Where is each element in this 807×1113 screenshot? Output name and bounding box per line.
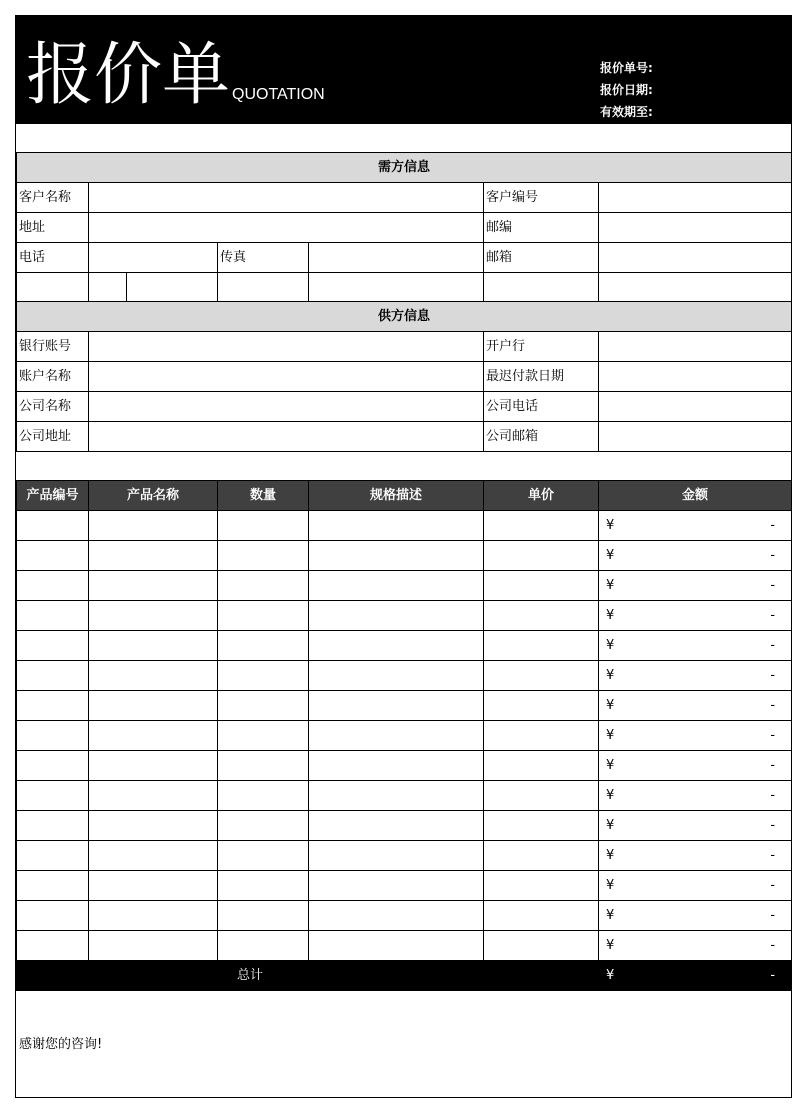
amount-currency: ¥: [606, 548, 615, 563]
amount-cell[interactable]: [599, 631, 792, 661]
product-code-cell[interactable]: [17, 871, 89, 901]
amount-value: -: [770, 878, 776, 893]
spec-cell[interactable]: [309, 781, 484, 811]
spec-cell[interactable]: [309, 691, 484, 721]
quotation-table: [16, 123, 792, 991]
amount-currency: ¥: [606, 638, 615, 653]
table-row: [17, 841, 792, 871]
items-header-row: [17, 481, 792, 511]
unit-price-cell[interactable]: [484, 541, 599, 571]
bank-account-label: 银行账号: [17, 332, 89, 362]
unit-price-cell[interactable]: [484, 871, 599, 901]
product-code-cell[interactable]: [17, 931, 89, 961]
postcode-label: 邮编: [484, 213, 599, 243]
amount-value: -: [770, 698, 776, 713]
amount-cell[interactable]: [599, 691, 792, 721]
amount-currency: ¥: [606, 698, 615, 713]
amount-cell[interactable]: [599, 811, 792, 841]
product-name-cell[interactable]: [89, 931, 218, 961]
amount-value: -: [770, 938, 776, 953]
amount-value: -: [770, 788, 776, 803]
bank-cell[interactable]: [599, 332, 792, 362]
product-name-cell[interactable]: [89, 541, 218, 571]
buyer-row-phone: [17, 243, 792, 273]
spec-cell[interactable]: [309, 931, 484, 961]
column-header-product-name: 产品名称: [89, 481, 218, 511]
table-row: [17, 631, 792, 661]
table-row: [17, 811, 792, 841]
quantity-cell[interactable]: [218, 571, 309, 601]
product-code-cell[interactable]: [17, 901, 89, 931]
blank-cell[interactable]: [127, 273, 218, 302]
amount-currency: ¥: [606, 578, 615, 593]
spec-cell[interactable]: [309, 511, 484, 541]
total-amount-cell: [599, 961, 792, 991]
amount-currency: ¥: [606, 908, 615, 923]
amount-currency: ¥: [606, 608, 615, 623]
total-amount: -: [770, 968, 776, 983]
amount-currency: ¥: [606, 728, 615, 743]
page-subtitle: QUOTATION: [232, 86, 325, 103]
account-name-cell[interactable]: [89, 362, 484, 392]
blank-cell[interactable]: [17, 273, 89, 302]
product-code-cell[interactable]: [17, 691, 89, 721]
phone-label: 电话: [17, 243, 89, 273]
amount-value: -: [770, 518, 776, 533]
quantity-cell[interactable]: [218, 601, 309, 631]
buyer-row-address: [17, 213, 792, 243]
amount-currency: ¥: [606, 878, 615, 893]
amount-currency: ¥: [606, 788, 615, 803]
fax-cell[interactable]: [309, 243, 484, 273]
quantity-cell[interactable]: [218, 721, 309, 751]
quantity-cell[interactable]: [218, 781, 309, 811]
supplier-row-address: [17, 422, 792, 452]
amount-currency: ¥: [606, 758, 615, 773]
column-header-product-code: 产品编号: [17, 481, 89, 511]
supplier-section-title: 供方信息: [17, 302, 792, 332]
email-label: 邮箱: [484, 243, 599, 273]
company-address-cell[interactable]: [89, 422, 484, 452]
product-name-cell[interactable]: [89, 571, 218, 601]
spec-cell[interactable]: [309, 541, 484, 571]
amount-cell[interactable]: [599, 571, 792, 601]
table-row: [17, 721, 792, 751]
supplier-section-header: [17, 302, 792, 332]
product-code-cell[interactable]: [17, 661, 89, 691]
account-name-label: 账户名称: [17, 362, 89, 392]
item-rows: [17, 511, 792, 961]
supplier-row-account: [17, 362, 792, 392]
valid-until-label: 有效期至:: [600, 105, 653, 119]
spec-cell[interactable]: [309, 661, 484, 691]
table-row: [17, 541, 792, 571]
company-phone-cell[interactable]: [599, 392, 792, 422]
company-phone-label: 公司电话: [484, 392, 599, 422]
spacer-row: [17, 452, 792, 481]
amount-value: -: [770, 668, 776, 683]
latest-payment-label: 最迟付款日期: [484, 362, 599, 392]
amount-currency: ¥: [606, 668, 615, 683]
table-row: [17, 571, 792, 601]
unit-price-cell[interactable]: [484, 631, 599, 661]
buyer-row-name: [17, 183, 792, 213]
latest-payment-cell[interactable]: [599, 362, 792, 392]
product-name-cell[interactable]: [89, 871, 218, 901]
product-code-cell[interactable]: [17, 841, 89, 871]
product-code-cell[interactable]: [17, 781, 89, 811]
supplier-row-company: [17, 392, 792, 422]
blank-cell[interactable]: [89, 273, 127, 302]
amount-cell[interactable]: [599, 931, 792, 961]
product-name-cell[interactable]: [89, 511, 218, 541]
quotation-sheet: [15, 15, 792, 1098]
column-header-quantity: 数量: [218, 481, 309, 511]
amount-currency: ¥: [606, 848, 615, 863]
quantity-cell[interactable]: [218, 511, 309, 541]
buyer-section-header: [17, 153, 792, 183]
table-row: [17, 781, 792, 811]
quantity-cell[interactable]: [218, 541, 309, 571]
product-name-cell[interactable]: [89, 781, 218, 811]
buyer-row-blank: [17, 273, 792, 302]
quote-number-label: 报价单号:: [600, 61, 653, 75]
unit-price-cell[interactable]: [484, 571, 599, 601]
product-name-cell[interactable]: [89, 601, 218, 631]
product-name-cell[interactable]: [89, 691, 218, 721]
unit-price-cell[interactable]: [484, 811, 599, 841]
spec-cell[interactable]: [309, 841, 484, 871]
amount-cell[interactable]: [599, 781, 792, 811]
spec-cell[interactable]: [309, 811, 484, 841]
quantity-cell[interactable]: [218, 691, 309, 721]
blank-cell[interactable]: [599, 273, 792, 302]
thanks-note: 感谢您的咨询!: [19, 1037, 103, 1052]
amount-value: -: [770, 608, 776, 623]
amount-cell[interactable]: [599, 601, 792, 631]
supplier-row-bank: [17, 332, 792, 362]
table-row: [17, 871, 792, 901]
product-code-cell[interactable]: [17, 631, 89, 661]
quantity-cell[interactable]: [218, 931, 309, 961]
amount-value: -: [770, 578, 776, 593]
quote-date-label: 报价日期:: [600, 83, 653, 97]
total-label: 总计: [17, 961, 484, 991]
blank-cell[interactable]: [309, 273, 484, 302]
total-row: [17, 961, 792, 991]
quantity-cell[interactable]: [218, 871, 309, 901]
quantity-cell[interactable]: [218, 631, 309, 661]
spec-cell[interactable]: [309, 901, 484, 931]
address-label: 地址: [17, 213, 89, 243]
column-header-amount: 金额: [599, 481, 792, 511]
customer-name-label: 客户名称: [17, 183, 89, 213]
product-code-cell[interactable]: [17, 511, 89, 541]
quantity-cell[interactable]: [218, 751, 309, 781]
amount-value: -: [770, 818, 776, 833]
table-row: [17, 901, 792, 931]
fax-label: 传真: [218, 243, 309, 273]
amount-currency: ¥: [606, 518, 615, 533]
page-title: 报价单: [26, 36, 231, 115]
spec-cell[interactable]: [309, 601, 484, 631]
blank-cell[interactable]: [218, 273, 309, 302]
phone-cell[interactable]: [89, 243, 218, 273]
amount-value: -: [770, 548, 776, 563]
product-code-cell[interactable]: [17, 541, 89, 571]
amount-cell[interactable]: [599, 721, 792, 751]
product-code-cell[interactable]: [17, 571, 89, 601]
table-row: [17, 661, 792, 691]
spec-cell[interactable]: [309, 751, 484, 781]
unit-price-cell[interactable]: [484, 751, 599, 781]
company-email-cell[interactable]: [599, 422, 792, 452]
quantity-cell[interactable]: [218, 901, 309, 931]
unit-price-cell[interactable]: [484, 691, 599, 721]
unit-price-cell[interactable]: [484, 721, 599, 751]
table-row: [17, 601, 792, 631]
unit-price-cell[interactable]: [484, 931, 599, 961]
unit-price-cell[interactable]: [484, 511, 599, 541]
company-name-cell[interactable]: [89, 392, 484, 422]
unit-price-cell[interactable]: [484, 601, 599, 631]
product-code-cell[interactable]: [17, 751, 89, 781]
unit-price-cell[interactable]: [484, 841, 599, 871]
amount-value: -: [770, 908, 776, 923]
customer-name-cell[interactable]: [89, 183, 484, 213]
product-name-cell[interactable]: [89, 811, 218, 841]
product-code-cell[interactable]: [17, 811, 89, 841]
product-name-cell[interactable]: [89, 631, 218, 661]
product-code-cell[interactable]: [17, 601, 89, 631]
product-name-cell[interactable]: [89, 841, 218, 871]
amount-cell[interactable]: [599, 661, 792, 691]
column-header-unit-price: 单价: [484, 481, 599, 511]
amount-cell[interactable]: [599, 511, 792, 541]
amount-currency: ¥: [606, 818, 615, 833]
quantity-cell[interactable]: [218, 661, 309, 691]
table-row: [17, 931, 792, 961]
bank-label: 开户行: [484, 332, 599, 362]
column-header-spec: 规格描述: [309, 481, 484, 511]
amount-value: -: [770, 758, 776, 773]
postcode-cell[interactable]: [599, 213, 792, 243]
buyer-section-title: 需方信息: [17, 153, 792, 183]
spec-cell[interactable]: [309, 631, 484, 661]
quotation-header: [16, 15, 791, 124]
spec-cell[interactable]: [309, 871, 484, 901]
amount-cell[interactable]: [599, 901, 792, 931]
quantity-cell[interactable]: [218, 811, 309, 841]
quantity-cell[interactable]: [218, 841, 309, 871]
company-name-label: 公司名称: [17, 392, 89, 422]
address-cell[interactable]: [89, 213, 484, 243]
amount-value: -: [770, 728, 776, 743]
bank-account-cell[interactable]: [89, 332, 484, 362]
amount-cell[interactable]: [599, 841, 792, 871]
product-name-cell[interactable]: [89, 661, 218, 691]
amount-value: -: [770, 638, 776, 653]
spec-cell[interactable]: [309, 571, 484, 601]
unit-price-cell[interactable]: [484, 901, 599, 931]
customer-number-cell[interactable]: [599, 183, 792, 213]
table-row: [17, 511, 792, 541]
customer-number-label: 客户编号: [484, 183, 599, 213]
amount-cell[interactable]: [599, 541, 792, 571]
amount-cell[interactable]: [599, 871, 792, 901]
email-cell[interactable]: [599, 243, 792, 273]
product-name-cell[interactable]: [89, 751, 218, 781]
blank-cell[interactable]: [484, 273, 599, 302]
total-currency: ¥: [606, 968, 615, 983]
amount-value: -: [770, 848, 776, 863]
unit-price-cell[interactable]: [484, 661, 599, 691]
spacer-row: [17, 124, 792, 153]
amount-currency: ¥: [606, 938, 615, 953]
company-email-label: 公司邮箱: [484, 422, 599, 452]
product-name-cell[interactable]: [89, 901, 218, 931]
amount-cell[interactable]: [599, 751, 792, 781]
spec-cell[interactable]: [309, 721, 484, 751]
unit-price-cell[interactable]: [484, 781, 599, 811]
table-row: [17, 691, 792, 721]
product-code-cell[interactable]: [17, 721, 89, 751]
product-name-cell[interactable]: [89, 721, 218, 751]
table-row: [17, 751, 792, 781]
company-address-label: 公司地址: [17, 422, 89, 452]
